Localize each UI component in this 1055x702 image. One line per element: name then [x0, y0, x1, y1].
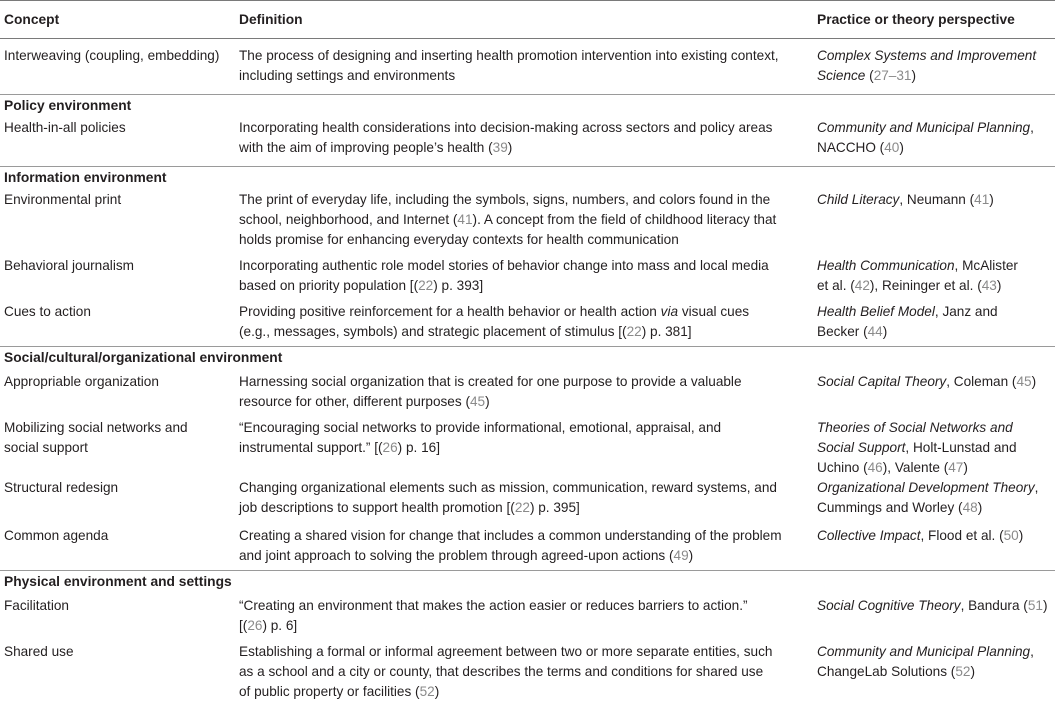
definition-line: instrumental support.” [(26) p. 16] — [239, 440, 440, 455]
definition-line: The print of everyday life, including the symbols, signs, numbers, and colors found in the — [239, 192, 771, 207]
header-definition: Definition — [239, 12, 303, 27]
concept-cell — [4, 302, 236, 322]
perspective-line: Health Belief Model, Janz and — [817, 304, 998, 319]
definition-cell — [239, 372, 811, 412]
definition-cell — [239, 526, 811, 566]
definition-cell — [239, 118, 811, 158]
citation-ref: 26 — [382, 440, 398, 455]
section-rule — [0, 94, 1055, 95]
definition-line: Creating a shared vision for change that includes a common understanding of the problem — [239, 528, 782, 543]
citation-ref: 42 — [854, 278, 870, 293]
concept-text: Facilitation — [4, 598, 69, 613]
citation-ref: 49 — [673, 548, 689, 563]
theory-name: Child Literacy — [817, 192, 900, 207]
concept-cell — [4, 526, 236, 546]
header-concept: Concept — [4, 12, 60, 27]
concept-cell — [4, 478, 236, 498]
citation-ref: 47 — [948, 460, 964, 475]
concept-text: social support — [4, 440, 88, 455]
perspective-line: Organizational Development Theory, — [817, 480, 1039, 495]
perspective-line: Social Cognitive Theory, Bandura (51) — [817, 598, 1048, 613]
definition-line: and joint approach to solving the problem through agreed-upon actions (49) — [239, 548, 694, 563]
definition-cell — [239, 46, 811, 86]
concept-text: Health-in-all policies — [4, 120, 126, 135]
definition-line: Changing organizational elements such as mission, communication, reward systems, and — [239, 480, 777, 495]
perspective-line — [817, 46, 1053, 66]
citation-ref: 52 — [955, 664, 971, 679]
perspective-cell — [817, 372, 1053, 392]
section-rule — [0, 346, 1055, 347]
concept-text: Behavioral journalism — [4, 258, 134, 273]
citation-ref: 46 — [867, 460, 883, 475]
top-rule — [0, 0, 1055, 1]
definition-cell — [239, 642, 811, 702]
perspective-line: Health Communication, McAlister — [817, 258, 1018, 273]
perspective-line: et al. (42), Reininger et al. (43) — [817, 278, 1002, 293]
perspective-line: Cummings and Worley (48) — [817, 500, 983, 515]
citation-ref: 27–31 — [873, 68, 912, 83]
perspective-line: Uchino (46), Valente (47) — [817, 460, 968, 475]
concept-cell — [4, 46, 236, 66]
perspective-line: NACCHO (40) — [817, 140, 904, 155]
theory-name: Social Cognitive Theory — [817, 598, 961, 613]
definition-cell — [239, 478, 811, 518]
theory-name: Organizational Development Theory — [817, 480, 1035, 495]
concept-text: Cues to action — [4, 304, 91, 319]
concept-cell — [4, 642, 236, 662]
citation-ref: 45 — [469, 394, 486, 409]
theory-name: Science — [817, 68, 866, 83]
perspective-line: Collective Impact, Flood et al. (50) — [817, 528, 1024, 543]
definition-line: as a school and a city or county, that describes the terms and conditions for shared use — [239, 664, 764, 679]
definition-cell — [239, 418, 811, 458]
definition-cell — [239, 302, 811, 342]
section-heading: Physical environment and settings — [4, 574, 232, 589]
definition-line: of public property or facilities (52) — [239, 684, 440, 699]
theory-name: Social Capital Theory — [817, 374, 947, 389]
definition-line: holds promise for enhancing everyday contexts for health communication — [239, 232, 679, 247]
definition-cell — [239, 256, 811, 296]
section-heading: Information environment — [4, 170, 167, 185]
definition-line: Incorporating health considerations into decision-making across sectors and policy areas — [239, 120, 773, 135]
definition-cell — [239, 596, 811, 636]
concept-text: Common agenda — [4, 528, 109, 543]
definition-line: (e.g., messages, symbols) and strategic placement of stimulus [(22) p. 381] — [239, 324, 692, 339]
perspective-cell — [817, 190, 1053, 210]
concept-text: Appropriable organization — [4, 374, 159, 389]
concept-text: Structural redesign — [4, 480, 119, 495]
perspective-cell — [817, 478, 1053, 518]
concept-text: Mobilizing social networks and — [4, 420, 188, 435]
citation-ref: 48 — [962, 500, 978, 515]
concept-cell — [4, 256, 236, 276]
perspective-cell — [817, 596, 1053, 616]
theory-name: Health Communication — [817, 258, 955, 273]
italic-term: via — [660, 304, 679, 319]
citation-ref: 43 — [981, 278, 997, 293]
definition-line: including settings and environments — [239, 68, 456, 83]
perspective-cell — [817, 118, 1053, 158]
definition-line: [(26) p. 6] — [239, 618, 298, 633]
citation-ref: 51 — [1027, 598, 1043, 613]
theory-name: Complex Systems and Improvement — [817, 48, 1037, 63]
theory-name: Health Belief Model — [817, 304, 935, 319]
perspective-line: Community and Municipal Planning, — [817, 644, 1034, 659]
header-perspective: Practice or theory perspective — [817, 12, 1015, 27]
concept-cell — [4, 372, 236, 392]
section-heading: Social/cultural/organizational environment — [4, 350, 283, 365]
perspective-cell — [817, 256, 1053, 296]
citation-ref: 44 — [867, 324, 883, 339]
definition-line: Harnessing social organization that is created for one purpose to provide a valuable — [239, 374, 742, 389]
citation-ref: 26 — [247, 618, 263, 633]
citation-ref: 22 — [626, 324, 642, 339]
citation-ref: 52 — [419, 684, 435, 699]
perspective-line: Becker (44) — [817, 324, 888, 339]
definition-line: Incorporating authentic role model stories of behavior change into mass and local media — [239, 258, 769, 273]
theory-name: Social Support — [817, 440, 906, 455]
citation-ref: 39 — [492, 140, 508, 155]
perspective-line: Child Literacy, Neumann (41) — [817, 192, 994, 207]
definition-line: resource for other, different purposes (45) — [239, 394, 490, 409]
citation-ref: 22 — [418, 278, 434, 293]
definition-line: “Encouraging social networks to provide informational, emotional, appraisal, and — [239, 420, 722, 435]
definition-line: job descriptions to support health promotion [(22) p. 395] — [239, 500, 580, 515]
concept-cell — [4, 118, 236, 138]
definition-line: school, neighborhood, and Internet (41). A concept from the field of childhood literacy that — [239, 212, 777, 227]
citation-ref: 41 — [974, 192, 990, 207]
perspective-cell — [817, 302, 1053, 342]
theory-name: Theories of Social Networks and — [817, 420, 1013, 435]
perspective-cell — [817, 418, 1053, 478]
concept-cell — [4, 190, 236, 210]
section-heading: Policy environment — [4, 98, 132, 113]
concept-cell — [4, 418, 236, 458]
theory-name: Community and Municipal Planning — [817, 644, 1031, 659]
definition-line: “Creating an environment that makes the action easier or reduces barriers to action.” — [239, 598, 748, 613]
citation-ref: 50 — [1003, 528, 1019, 543]
perspective-line: ChangeLab Solutions (52) — [817, 664, 975, 679]
concept-cell — [4, 596, 236, 616]
perspective-cell — [817, 526, 1053, 546]
concept-text: Interweaving (coupling, embedding) — [4, 48, 220, 63]
perspective-cell — [817, 642, 1053, 682]
concept-text: Environmental print — [4, 192, 122, 207]
perspective-cell — [817, 46, 1053, 86]
theory-name: Collective Impact — [817, 528, 921, 543]
perspective-line: Community and Municipal Planning, — [817, 120, 1034, 135]
definition-line: Providing positive reinforcement for a health behavior or health action via visual cues — [239, 304, 750, 319]
definition-line: with the aim of improving people’s health (39) — [239, 140, 513, 155]
citation-ref: 40 — [884, 140, 900, 155]
citation-ref: 22 — [514, 500, 530, 515]
theory-name: Community and Municipal Planning — [817, 120, 1031, 135]
section-rule — [0, 166, 1055, 167]
header-rule — [0, 38, 1055, 39]
definition-line: The process of designing and inserting health promotion intervention into existing context, — [239, 48, 779, 63]
perspective-line: Science (27–31) — [817, 68, 917, 83]
section-rule — [0, 570, 1055, 571]
definition-cell — [239, 190, 811, 250]
perspective-line: Social Support, Holt-Lunstad and — [817, 440, 1017, 455]
citation-ref: 41 — [457, 212, 473, 227]
citation-ref: 45 — [1016, 374, 1032, 389]
perspective-line — [817, 418, 1053, 438]
definition-line: based on priority population [(22) p. 393] — [239, 278, 484, 293]
definition-line: Establishing a formal or informal agreement between two or more separate entities, such — [239, 644, 773, 659]
concept-text: Shared use — [4, 644, 74, 659]
perspective-line: Social Capital Theory, Coleman (45) — [817, 374, 1037, 389]
